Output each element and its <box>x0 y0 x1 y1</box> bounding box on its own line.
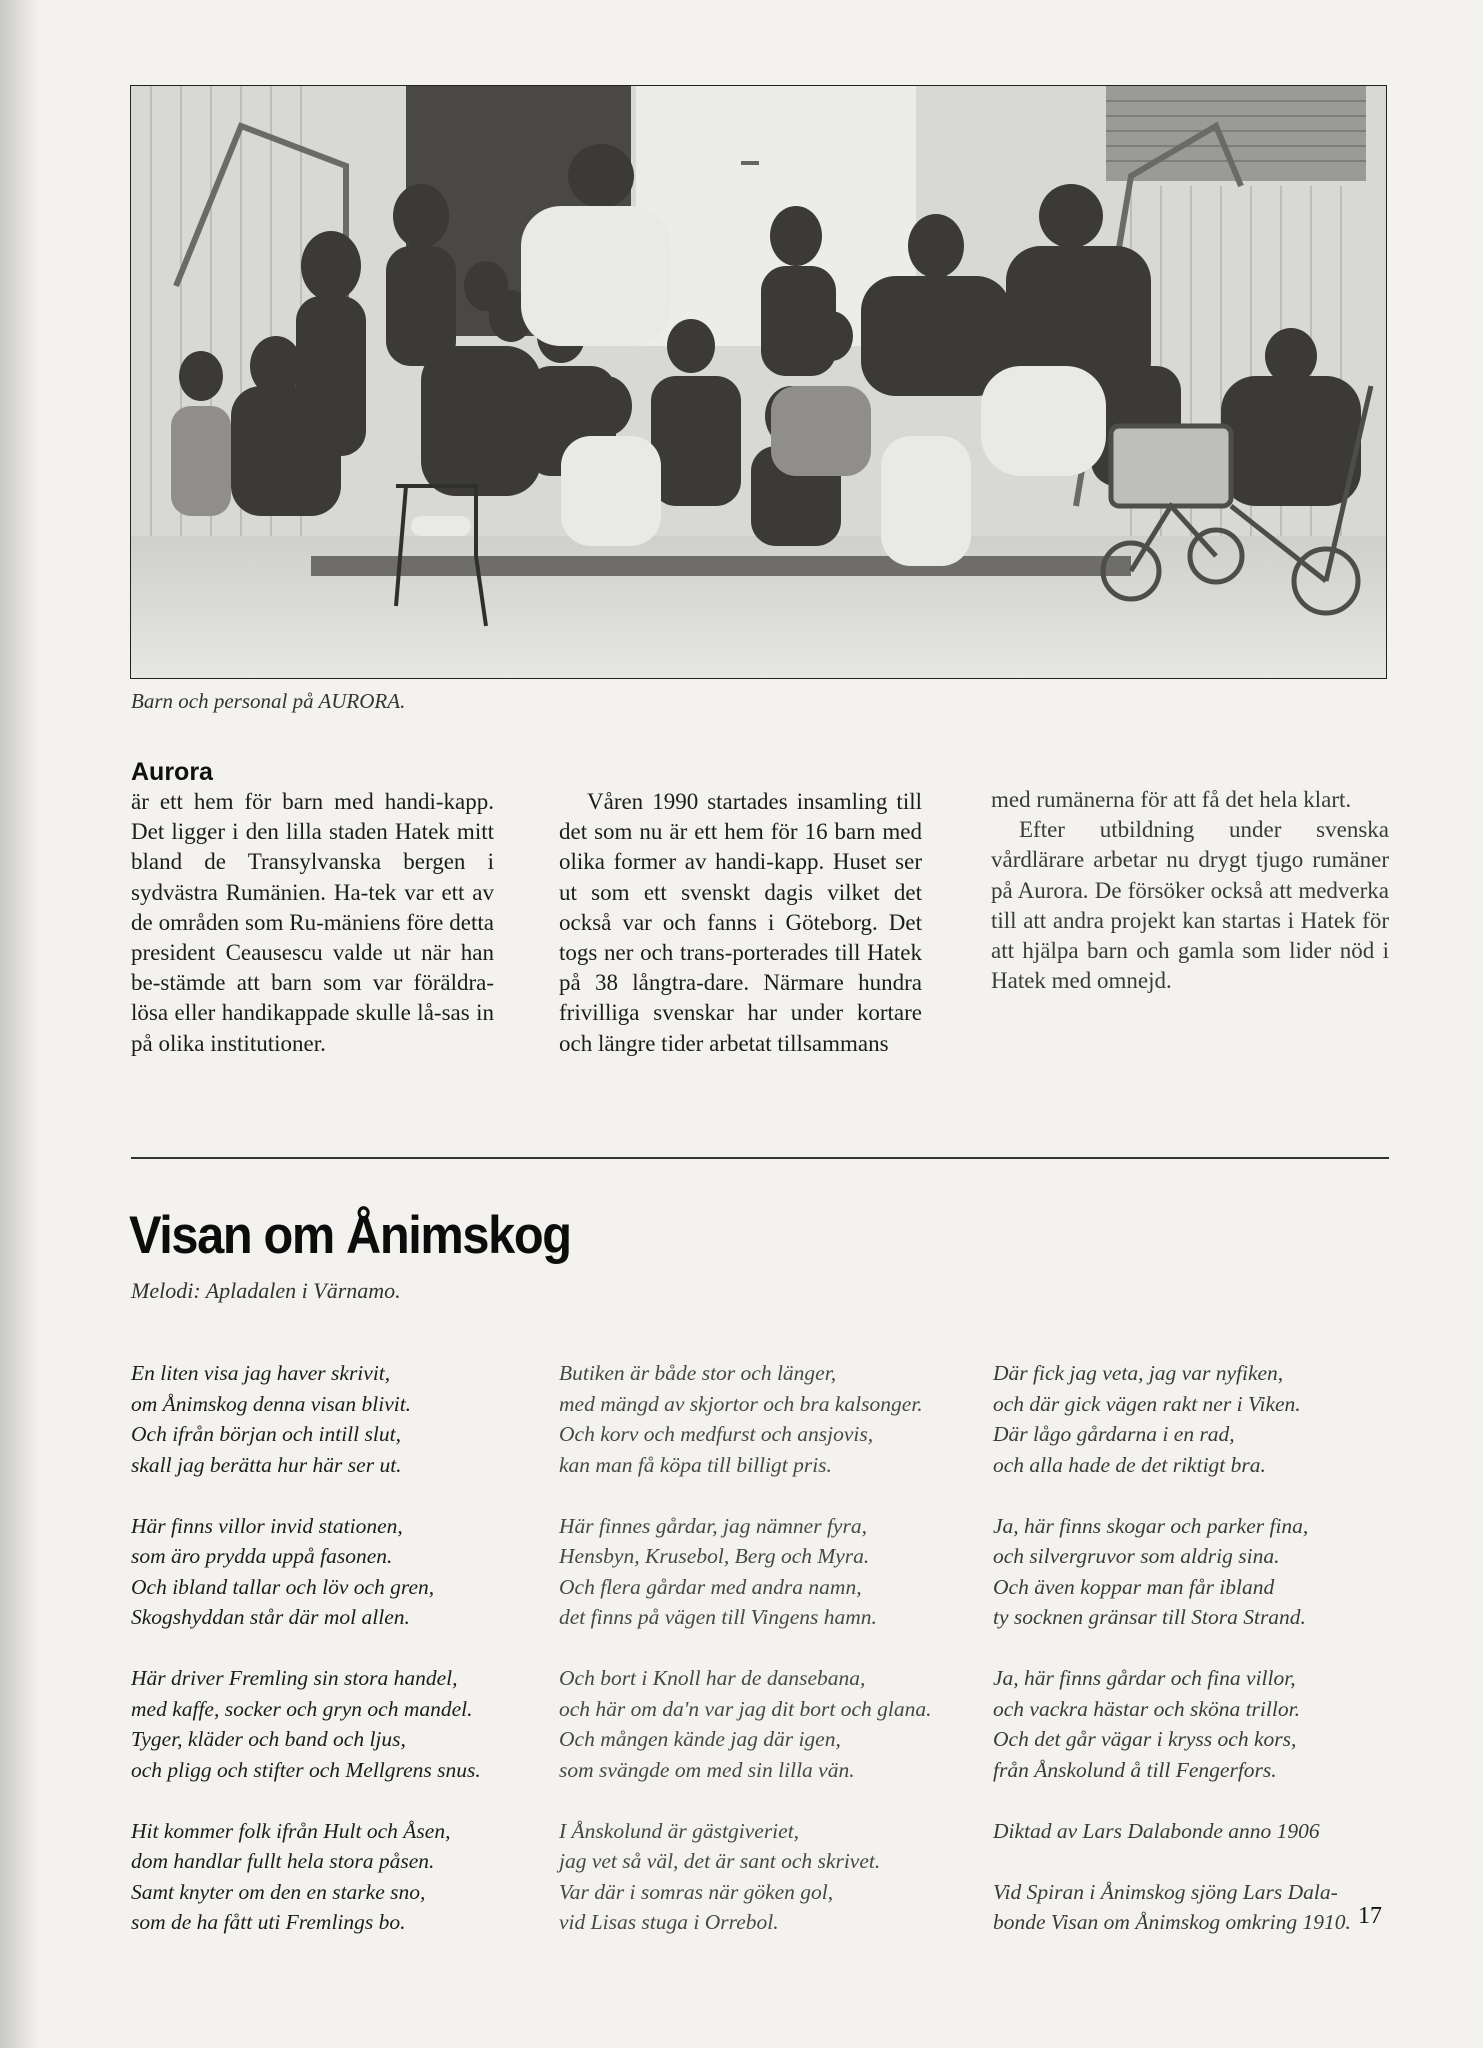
verse-line: ty socknen gränsar till Stora Strand. <box>993 1605 1306 1629</box>
verse-line: Och ibland tallar och löv och gren, <box>131 1574 435 1599</box>
stanza <box>993 1511 1393 1633</box>
verse-line: och silvergruvor som aldrig sina. <box>993 1544 1280 1568</box>
verse-line: som äro prydda uppå fasonen. <box>131 1544 393 1568</box>
verse-line: Och korv och medfurst och ansjovis, <box>559 1422 874 1446</box>
verse-column-3 <box>993 1358 1393 1938</box>
verse-line: om Ånimskog denna visan blivit. <box>131 1391 412 1416</box>
verse-line: skall jag berätta hur här ser ut. <box>131 1452 402 1477</box>
article-column-2 <box>559 787 922 1059</box>
stanza <box>131 1663 531 1785</box>
verse-line: Samt knyter om den en starke sno, <box>131 1879 426 1904</box>
verse-line: Här finns villor invid stationen, <box>131 1513 403 1538</box>
verse-line: med mängd av skjortor och bra kalsonger. <box>559 1391 923 1416</box>
verse-line: jag vet så väl, det är sant och skrivet. <box>559 1849 881 1873</box>
verse-line: det finns på vägen till Vingens hamn. <box>559 1605 877 1629</box>
verse-line: Hit kommer folk ifrån Hult och Åsen, <box>131 1818 451 1843</box>
article-column-1 <box>131 787 494 1059</box>
verse-line: Här driver Fremling sin stora handel, <box>131 1666 458 1690</box>
verse-line: dom handlar fullt hela stora påsen. <box>131 1849 435 1873</box>
photo-caption: Barn och personal på AURORA. <box>131 689 406 713</box>
song-note: Vid Spiran i Ånimskog sjöng Lars Dala-bonde Visan om Ånimskog omkring 1910. <box>993 1879 1351 1934</box>
verse-line: Skogshyddan står där mol allen. <box>131 1605 410 1629</box>
verse-line: Där lågo gårdarna i en rad, <box>993 1422 1235 1446</box>
article-paragraph: med rumänerna för att få det hela klart. <box>991 787 1352 812</box>
song-melody: Melodi: Apladalen i Värnamo. <box>131 1278 401 1303</box>
article-column-3 <box>991 785 1389 996</box>
verse-line: Butiken är både stor och länger, <box>559 1361 837 1385</box>
stanza <box>131 1816 531 1938</box>
stanza <box>559 1358 959 1480</box>
verse-line: Och ifrån början och intill slut, <box>131 1422 401 1446</box>
stanza <box>993 1663 1393 1785</box>
verse-line: Och även koppar man får ibland <box>993 1574 1275 1599</box>
stanza <box>993 1358 1393 1480</box>
verse-line: och pligg och stifter och Mellgrens snus. <box>131 1757 481 1782</box>
verse-line: Där fick jag veta, jag var nyfiken, <box>993 1361 1284 1385</box>
verse-line: I Ånskolund är gästgiveriet, <box>559 1818 800 1843</box>
verse-line: och vackra hästar och sköna trillor. <box>993 1696 1300 1721</box>
stanza <box>559 1816 959 1938</box>
verse-line: Och flera gårdar med andra namn, <box>559 1574 862 1599</box>
verse-line: Och det går vägar i kryss och kors, <box>993 1727 1297 1751</box>
stanza <box>131 1358 531 1480</box>
verse-line: Ja, här finns gårdar och fina villor, <box>993 1666 1296 1690</box>
verse-line: med kaffe, socker och gryn och mandel. <box>131 1696 473 1721</box>
verse-line: och alla hade de det riktigt bra. <box>993 1452 1266 1477</box>
verse-line: kan man få köpa till billigt pris. <box>559 1452 832 1477</box>
verse-line: En liten visa jag haver skrivit, <box>131 1361 391 1385</box>
verse-line: Och bort i Knoll har de dansebana, <box>559 1666 866 1690</box>
article-paragraph: Efter utbildning under svenska vårdlärare arbetar nu drygt tjugo rumäner på Aurora. De försöker också att medverka till att andra projekt kan startas i Hatek för att hjälpa barn och gamla som lider nöd i Hatek med omnejd. <box>991 817 1389 994</box>
group-photo <box>130 85 1387 679</box>
verse-column-1 <box>131 1358 531 1968</box>
verse-line: Ja, här finns skogar och parker fina, <box>993 1513 1309 1538</box>
song-credit: Diktad av Lars Dalabonde anno 1906 <box>993 1818 1320 1843</box>
verse-line: som svängde om med sin lilla vän. <box>559 1757 855 1782</box>
verse-line: Tyger, kläder och band och ljus, <box>131 1727 406 1751</box>
article-paragraph: Våren 1990 startades insamling till det som nu är ett hem för 16 barn med olika former av handi-kapp. Huset ser ut som ett svenskt dagis vilket det också var och fanns i Göteborg. Det togs ner och trans-porterades till Hatek på 38 långtra-dare. Närmare hundra frivilliga svenskar har under kortare och längre tider arbetat tillsammans <box>559 789 922 1056</box>
page-spine-shadow <box>0 0 40 2048</box>
verse-column-2 <box>559 1358 959 1968</box>
verse-line: Här finnes gårdar, jag nämner fyra, <box>559 1513 867 1538</box>
verse-line: vid Lisas stuga i Orrebol. <box>559 1910 779 1934</box>
page-number: 17 <box>1358 1903 1382 1929</box>
verse-line: Hensbyn, Krusebol, Berg och Myra. <box>559 1544 870 1568</box>
stanza <box>131 1511 531 1633</box>
article-paragraph: är ett hem för barn med handi-kapp. Det ligger i den lilla staden Hatek mitt bland de Transylvanska bergen i sydvästra Rumänien. Ha-tek var ett av de områden som Ru-mäniens före detta president Ceausescu valde ut när han be-stämde att barn som var föräldra-lösa eller handikappade skulle lå-sas in på olika institutioner. <box>131 789 494 1056</box>
section-divider <box>131 1157 1389 1159</box>
stanza <box>559 1511 959 1633</box>
verse-line: som de ha fått uti Fremlings bo. <box>131 1910 406 1934</box>
verse-line: Var där i somras när göken gol, <box>559 1879 834 1904</box>
verse-line: och här om da'n var jag dit bort och glana. <box>559 1696 932 1721</box>
verse-line: och där gick vägen rakt ner i Viken. <box>993 1391 1301 1416</box>
group-photo-illustration <box>131 86 1386 678</box>
stanza <box>559 1663 959 1785</box>
song-title: Visan om Ånimskog <box>129 1206 571 1265</box>
verse-line: Och mången kände jag där igen, <box>559 1727 841 1751</box>
verse-line: från Ånskolund å till Fengerfors. <box>993 1757 1277 1782</box>
article-heading: Aurora <box>131 758 213 786</box>
